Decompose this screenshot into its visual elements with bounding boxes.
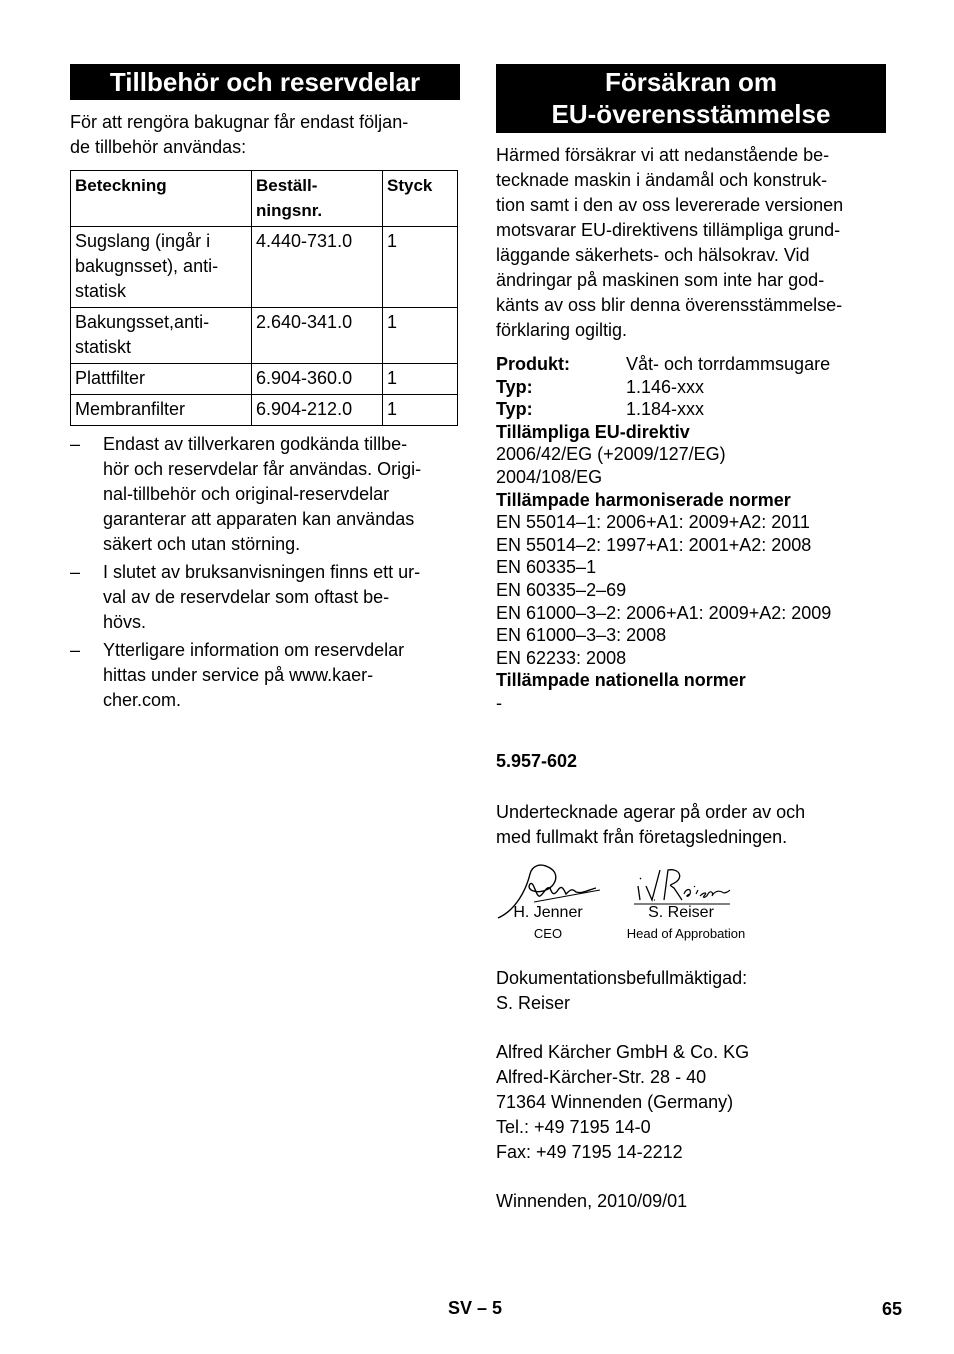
declaration-details — [496, 353, 886, 715]
cell-designation: Plattfilter — [71, 364, 252, 395]
directives-heading: Tillämpliga EU-direktiv — [496, 421, 690, 442]
table-row — [71, 395, 458, 426]
type-row — [496, 398, 886, 421]
header-designation: Beteckning — [71, 171, 252, 227]
harmonised-heading: Tillämpade harmoniserade normer — [496, 489, 791, 510]
accessories-table — [70, 170, 458, 426]
dash-bullet: – — [70, 562, 81, 582]
national-heading: Tillämpade nationella normer — [496, 670, 746, 691]
standard-item: EN 55014–1: 2006+A1: 2009+A2: 2011 — [496, 512, 810, 533]
document-number: 5.957-602 — [496, 750, 578, 771]
dash-bullet: – — [70, 640, 81, 660]
cell-order-number: 6.904-212.0 — [252, 395, 383, 426]
type-value: 1.184-xxx — [626, 399, 705, 420]
product-value: Våt- och torrdammsugare — [626, 354, 831, 374]
accessories-notes — [70, 432, 460, 713]
standard-item: EN 61000–3–3: 2008 — [496, 625, 667, 646]
standard-item: EN 62233: 2008 — [496, 647, 627, 668]
signed-statement: Undertecknade agerar på order av och med fullmakt från företagsledningen. — [496, 801, 806, 847]
cell-quantity: 1 — [383, 364, 458, 395]
table-row — [71, 308, 458, 364]
cell-quantity: 1 — [383, 395, 458, 426]
declaration-heading: Försäkran om EU-överensstämmelse — [496, 64, 886, 133]
signatory-2-role: Head of Approbation — [626, 925, 746, 941]
standard-item: EN 60335–1 — [496, 557, 597, 578]
dash-bullet: – — [70, 434, 81, 454]
signature-reiser — [634, 864, 734, 908]
table-row — [71, 364, 458, 395]
cell-order-number: 4.440-731.0 — [252, 227, 383, 308]
product-row — [496, 353, 886, 376]
table-row — [71, 227, 458, 308]
accessories-section — [70, 64, 460, 716]
intro-line: de tillbehör användas: — [70, 137, 247, 157]
list-item: – Endast av tillverkaren godkända tillbe- hör och reservdelar får användas. Origi- nal-tillbehör och original-reservdelar garanterar att apparaten kan användas säkert och utan störning. — [70, 434, 422, 554]
cell-order-number: 2.640-341.0 — [252, 308, 383, 364]
type-label: Typ: — [496, 376, 533, 397]
list-item: – Ytterligare information om reservdelar hittas under service på www.kaer- cher.com. — [70, 640, 405, 710]
accessories-intro — [70, 110, 460, 160]
type-label: Typ: — [496, 399, 533, 420]
directive-item: 2006/42/EG (+2009/127/EG) — [496, 444, 726, 465]
cell-quantity: 1 — [383, 308, 458, 364]
signatory-2-name: S. Reiser — [648, 903, 714, 921]
directive-item: 2004/108/EG — [496, 466, 603, 487]
signatory-1-role: CEO — [533, 925, 563, 941]
signatures — [496, 860, 886, 952]
signatory-1-name: H. Jenner — [513, 903, 583, 921]
page-number: 65 — [882, 1299, 903, 1319]
table-header-row — [71, 171, 458, 227]
standard-item: EN 55014–2: 1997+A1: 2001+A2: 2008 — [496, 534, 812, 555]
type-value: 1.146-xxx — [626, 376, 705, 397]
cell-quantity: 1 — [383, 227, 458, 308]
header-quantity: Styck — [383, 171, 458, 227]
standard-item: EN 61000–3–2: 2006+A1: 2009+A2: 2009 — [496, 602, 832, 623]
place-date: Winnenden, 2010/09/01 — [496, 1190, 688, 1211]
company-address: Alfred Kärcher GmbH & Co. KG Alfred-Kärcher-Str. 28 - 40 71364 Winnenden (Germany) Tel.: +49 7195 14-0 Fax: +49 7195 14-2212 — [496, 1041, 750, 1162]
declaration-section — [496, 64, 886, 1214]
list-item: – I slutet av bruksanvisningen finns ett ur- val av de reservdelar som oftast be- hövs. — [70, 562, 421, 632]
intro-line: För att rengöra bakugnar får endast följan- — [70, 112, 409, 132]
product-label: Produkt: — [496, 354, 570, 374]
documentation-representative: Dokumentationsbefullmäktigad: S. Reiser — [496, 967, 748, 1013]
national-value: - — [496, 692, 502, 713]
type-row — [496, 376, 886, 399]
section-page-label: SV – 5 — [448, 1298, 503, 1318]
cell-designation: Bakungsset,anti- statiskt — [71, 308, 252, 364]
cell-designation: Membranfilter — [71, 395, 252, 426]
accessories-heading: Tillbehör och reservdelar — [70, 64, 460, 100]
cell-designation: Sugslang (ingår i bakugnsset), anti- statisk — [71, 227, 252, 308]
cell-order-number: 6.904-360.0 — [252, 364, 383, 395]
declaration-intro: Härmed försäkrar vi att nedanstående be- tecknade maskin i ändamål och konstruk- tion samt i den av oss levererade versionen motsvarar EU-direktivens tillämpliga grund- läggande säkerhets- och hälsokrav. Vid ändringar på maskinen som inte har god- känts av oss blir denna överensstämmelse- förklaring ogiltig. — [496, 145, 844, 340]
header-order-number: Beställ- ningsnr. — [252, 171, 383, 227]
standard-item: EN 60335–2–69 — [496, 579, 627, 600]
